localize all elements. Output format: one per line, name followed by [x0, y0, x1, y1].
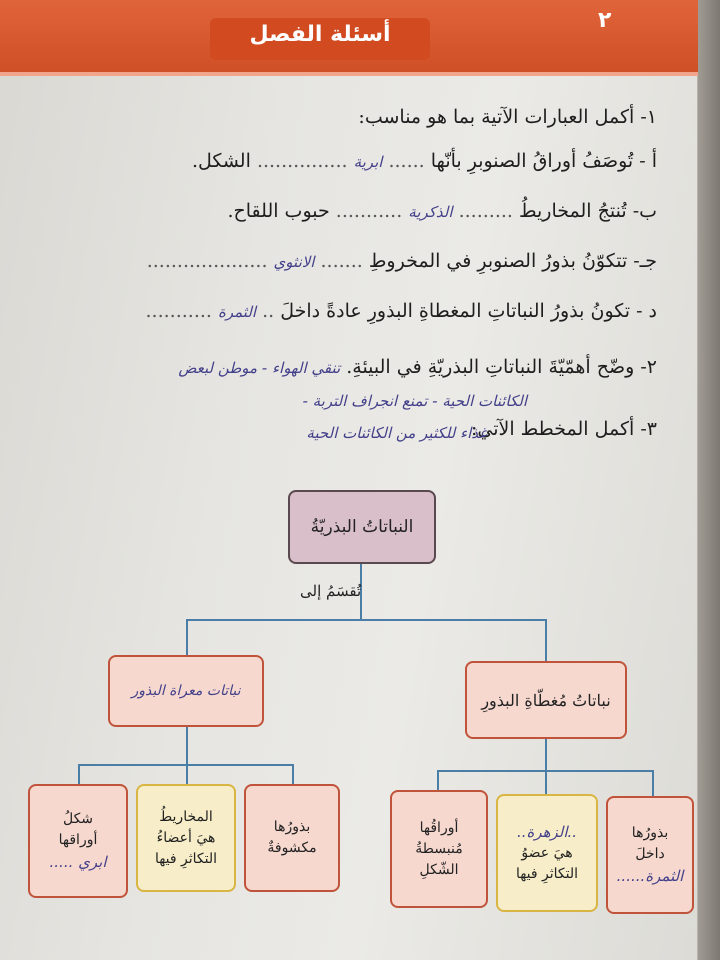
q1-d-text: د - تكونُ بذورُ النباتاتِ المغطاةِ البذورِ عادةً داخلَ — [280, 300, 657, 322]
left-leaf-drop-2 — [186, 764, 188, 784]
angiosperms-node: نباتاتُ مُغطّاةِ البذورِ — [465, 661, 627, 739]
angio-leaf-leaf-shape: أوراقُها مُنبسطةُ الشّكلِ — [390, 790, 488, 908]
left-branch-drop — [186, 619, 188, 655]
chapter-questions-title: أسئلة الفصل — [249, 22, 391, 47]
right-leaf-drop-2 — [545, 770, 547, 794]
book-page-edge — [698, 0, 720, 960]
divided-into-label: تُقسَمُ إلى — [300, 582, 362, 600]
q1-prompt: ١- أكمل العبارات الآتية بما هو مناسب: — [358, 106, 657, 128]
root-node-seed-plants: النباتاتُ البذريّةُ — [288, 490, 436, 564]
q2-answer-2: الكائنات الحية - تمنع انجراف التربة - — [302, 392, 527, 410]
q2-answer-3: غذاء للكثير من الكائنات الحية — [306, 424, 487, 442]
q3-prompt: ٣- أكمل المخطط الآتي: — [470, 418, 657, 440]
gymno-leaf-cones: المخاريطُ هيَ أعضاءُ التكاثرِ فيها — [136, 784, 236, 892]
q1-c-text: جـ- تتكوّنُ بذورُ الصنوبرِ في المخروطِ — [368, 250, 657, 272]
q2-prompt-line — [17, 356, 657, 378]
left-leaf-drop-1 — [78, 764, 80, 784]
gymnosperms-label: نباتات معراة البذور — [131, 683, 241, 699]
left-mid-connector — [186, 727, 188, 765]
gymno-leaf-leaf-shape: شكلُ أوراقها ابري ..... — [28, 784, 128, 898]
angio-leaf-seeds-in-fruit: بذورُها داخلَ الثمرة...... — [606, 796, 694, 914]
page-number: ٢ — [598, 8, 612, 33]
right-mid-connector — [545, 739, 547, 771]
gymnosperms-node — [108, 655, 264, 727]
left-leaf-drop-3 — [292, 764, 294, 784]
q1-d-answer: الثمرة — [218, 303, 257, 321]
angio-leaf-flower: ..الزهرة.. هيَ عضوُ التكاثرِ فيها — [496, 794, 598, 912]
q1-item-c: جـ- تتكوّنُ بذورُ الصنوبرِ في المخروطِ ....... الانثوي .................... — [146, 250, 657, 272]
q1-item-a: أ - تُوصَفُ أوراقُ الصنوبرِ بأنّها ...... ابرية ............... الشكل. — [191, 150, 657, 172]
q2-answer-1: تنقي الهواء - موطن لبعض — [178, 359, 341, 377]
q1-a-text: أ - تُوصَفُ أوراقُ الصنوبرِ بأنّها — [430, 150, 657, 172]
q1-a-answer: ابرية — [353, 153, 383, 171]
branch-connector — [186, 619, 546, 621]
q1-item-b: ب- تُنتجُ المخاريطُ ......... الذكرية ........... حبوب اللقاح. — [227, 200, 657, 222]
q1-b-text: ب- تُنتجُ المخاريطُ — [518, 200, 657, 222]
q1-a-end: الشكل. — [191, 150, 251, 172]
q1-item-d: د - تكونُ بذورُ النباتاتِ المغطاةِ البذورِ عادةً داخلَ .. الثمرة ........... — [145, 300, 657, 322]
right-branch-drop — [545, 619, 547, 661]
chapter-banner — [0, 0, 700, 76]
q1-b-end: حبوب اللقاح. — [227, 200, 330, 222]
q1-b-answer: الذكرية — [408, 203, 453, 221]
gymno-leaf-exposed-seeds: بذورُها مكشوفةٌ — [244, 784, 340, 892]
q2-prompt: ٢- وضّح أهمّيّةَ النباتاتِ البذريّةِ في البيئةِ. — [346, 356, 657, 378]
q1-c-answer: الانثوي — [273, 253, 315, 271]
right-leaf-drop-3 — [652, 770, 654, 796]
right-leaf-drop-1 — [437, 770, 439, 790]
